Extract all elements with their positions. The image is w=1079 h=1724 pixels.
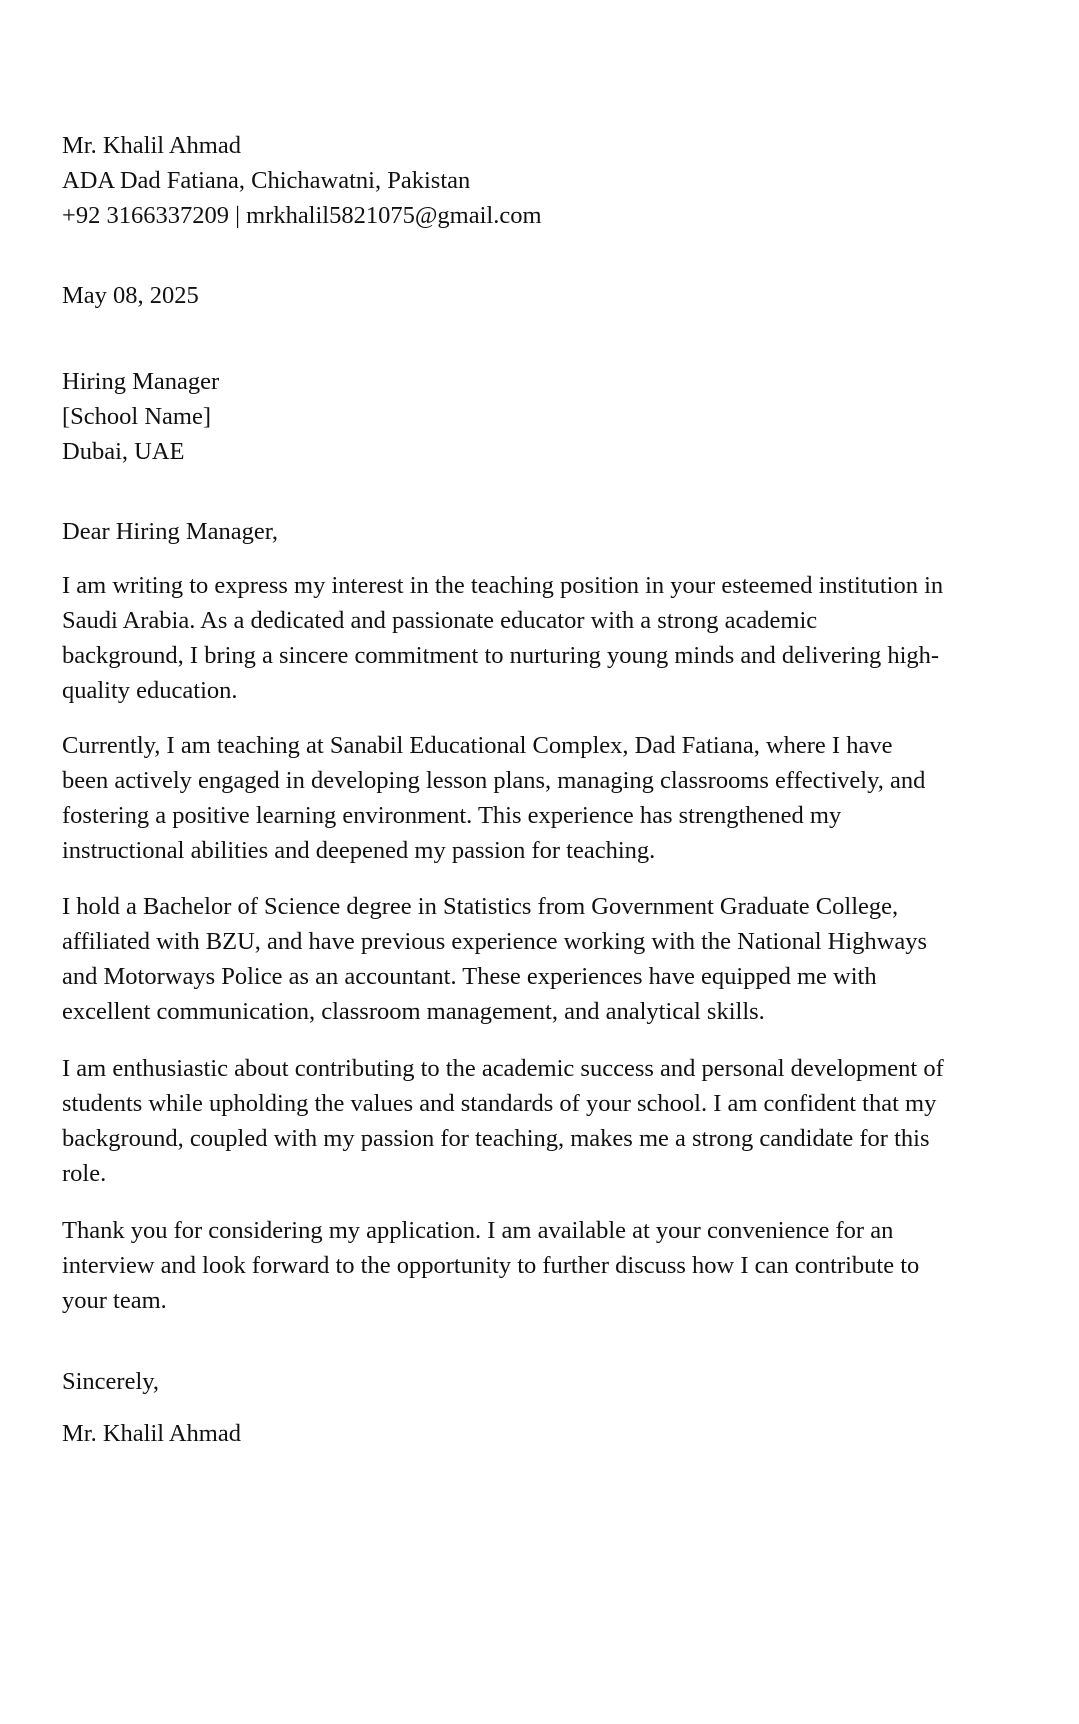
body-paragraph-3 bbox=[62, 889, 1022, 1029]
salutation: Dear Hiring Manager, bbox=[62, 518, 279, 545]
paragraph-line: affiliated with BZU, and have previous experience working with the National Highways bbox=[62, 928, 927, 955]
recipient-title: Hiring Manager bbox=[62, 368, 220, 395]
paragraph-line: Saudi Arabia. As a dedicated and passionate educator with a strong academic bbox=[62, 607, 818, 634]
signature-name: Mr. Khalil Ahmad bbox=[62, 1420, 241, 1447]
recipient-block bbox=[62, 364, 1022, 469]
paragraph-line: your team. bbox=[62, 1287, 167, 1314]
closing-block bbox=[62, 1364, 1022, 1399]
paragraph-line: students while upholding the values and standards of your school. I am confident that my bbox=[62, 1090, 937, 1117]
paragraph-line: fostering a positive learning environment. This experience has strengthened my bbox=[62, 802, 842, 829]
letter-date: May 08, 2025 bbox=[62, 282, 199, 309]
paragraph-line: role. bbox=[62, 1160, 107, 1187]
sender-contact: +92 3166337209 | mrkhalil5821075@gmail.com bbox=[62, 202, 542, 229]
closing: Sincerely, bbox=[62, 1368, 160, 1395]
recipient-location: Dubai, UAE bbox=[62, 438, 185, 465]
sender-block bbox=[62, 128, 1022, 233]
paragraph-line: Thank you for considering my application. I am available at your convenience for an bbox=[62, 1217, 894, 1244]
body-paragraph-4 bbox=[62, 1051, 1022, 1191]
date-block bbox=[62, 278, 1022, 313]
body-paragraph-2 bbox=[62, 728, 1022, 868]
paragraph-line: quality education. bbox=[62, 677, 238, 704]
paragraph-line: background, I bring a sincere commitment to nurturing young minds and delivering high- bbox=[62, 642, 940, 669]
body-paragraph-5 bbox=[62, 1213, 1022, 1318]
paragraph-line: background, coupled with my passion for teaching, makes me a strong candidate for this bbox=[62, 1125, 930, 1152]
paragraph-line: I am enthusiastic about contributing to the academic success and personal development of bbox=[62, 1055, 944, 1082]
sender-address: ADA Dad Fatiana, Chichawatni, Pakistan bbox=[62, 167, 471, 194]
paragraph-line: I hold a Bachelor of Science degree in Statistics from Government Graduate College, bbox=[62, 893, 899, 920]
paragraph-line: instructional abilities and deepened my passion for teaching. bbox=[62, 837, 656, 864]
paragraph-line: been actively engaged in developing lesson plans, managing classrooms effectively, and bbox=[62, 767, 926, 794]
paragraph-line: I am writing to express my interest in the teaching position in your esteemed institution in bbox=[62, 572, 944, 599]
recipient-school: [School Name] bbox=[62, 403, 211, 430]
body-paragraph-1 bbox=[62, 568, 1022, 708]
paragraph-line: interview and look forward to the opportunity to further discuss how I can contribute to bbox=[62, 1252, 920, 1279]
salutation-block bbox=[62, 514, 1022, 549]
signature-block bbox=[62, 1416, 1022, 1451]
paragraph-line: and Motorways Police as an accountant. These experiences have equipped me with bbox=[62, 963, 877, 990]
paragraph-line: excellent communication, classroom management, and analytical skills. bbox=[62, 998, 765, 1025]
sender-name: Mr. Khalil Ahmad bbox=[62, 132, 241, 159]
paragraph-line: Currently, I am teaching at Sanabil Educational Complex, Dad Fatiana, where I have bbox=[62, 732, 893, 759]
